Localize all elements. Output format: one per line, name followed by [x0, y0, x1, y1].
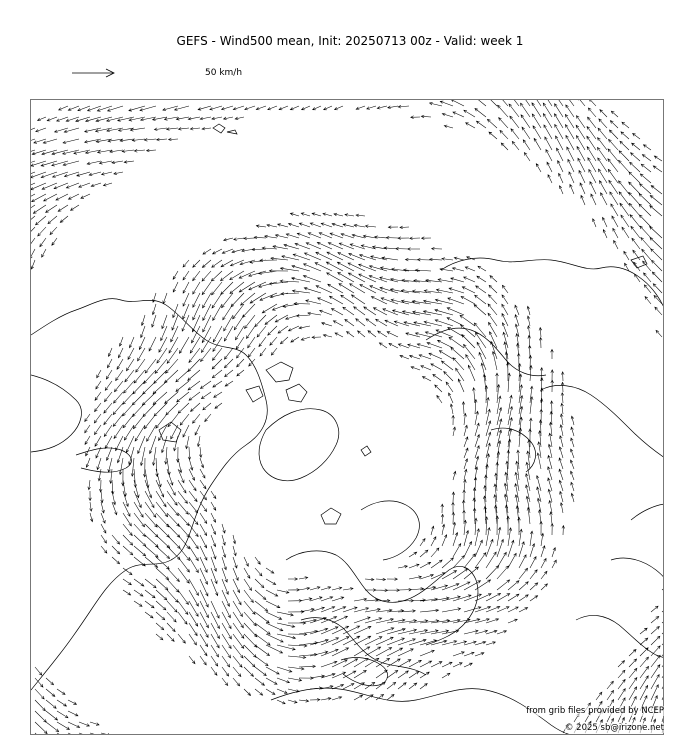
wind-vector-field: [31, 100, 664, 735]
credit-source: from grib files provided by NCEP: [526, 706, 664, 716]
map-frame[interactable]: [30, 99, 664, 735]
legend-reference-arrow: [70, 66, 120, 80]
legend-speed-label: 50 km/h: [205, 68, 243, 78]
map-title: GEFS - Wind500 mean, Init: 20250713 00z - Valid: week 1: [176, 34, 524, 48]
coastlines: [31, 124, 664, 735]
credit-copyright: © 2025 sb@irizone.net: [564, 723, 664, 733]
wind-arrows: [31, 100, 664, 735]
wind-map[interactable]: [31, 100, 664, 735]
